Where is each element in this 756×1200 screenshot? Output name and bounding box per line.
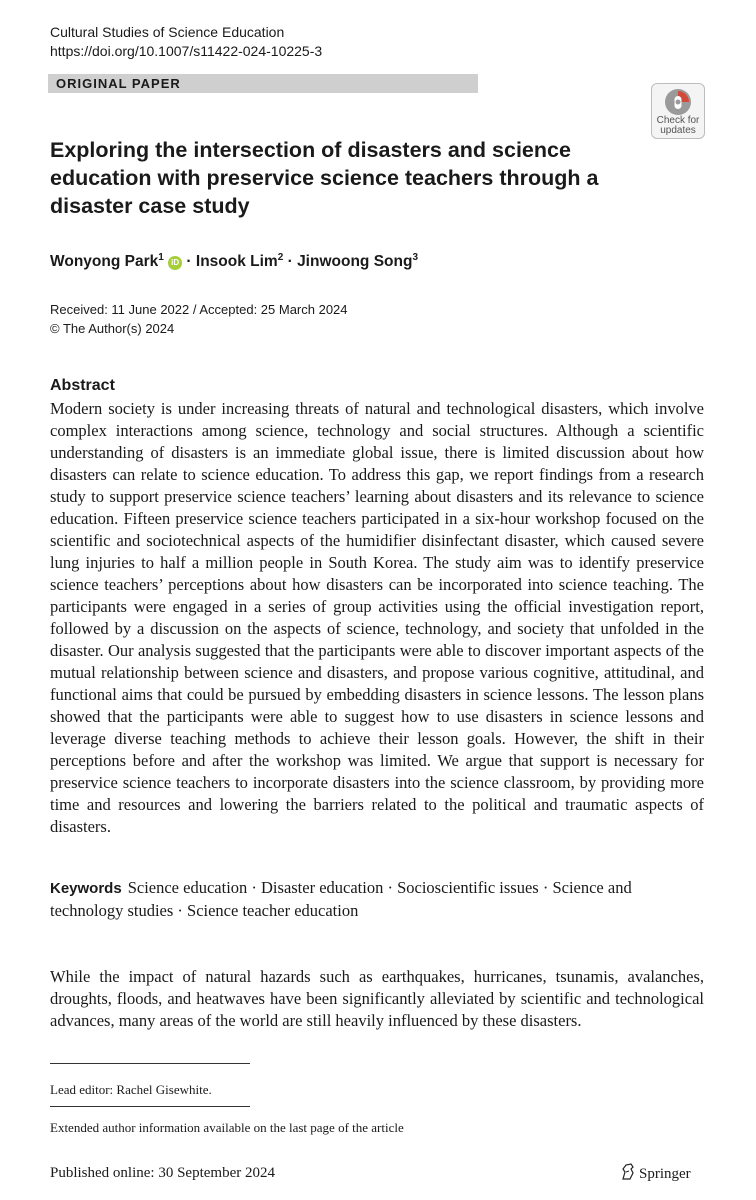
published-online-date: Published online: 30 September 2024 <box>50 1165 275 1181</box>
author-separator: · <box>287 253 298 271</box>
footnote-divider <box>50 1106 250 1107</box>
abstract-text: Modern society is under increasing threats of natural and technological disasters, which involve complex interactions among science, technology and social structures. Although a scientific understanding of disasters is an immediate global issue, there is limited discussion about how disasters can relate to science education. To address this gap, we report findings from a research study to support preservice science teachers’ learning about disasters and its relevance to science education. Fifteen preservice science teachers participated in a six-hour workshop focused on the scientific and sociotechnical aspects of the humidifier disinfectant disaster, which caused severe lung injuries to half a million people in South Korea. The study aim was to identify preservice science teachers’ perceptions about how disasters can be incorporated into science teaching. The participants were engaged in a series of group activities using the official investigation report, followed by a discussion on the aspects of science, technology, and society that unfolded in the disaster. Our analysis suggested that the participants were able to discover important aspects of the mutual relationship between science and disasters, and propose various cognitive, attitudinal, and functional aims that could be pursued by embedding disasters in science lessons. The lesson plans showed that the participants were able to suggest how to use disasters in science lessons and leverage diverse teaching methods to achieve their lesson goals. However, the shift in their perceptions before and after the workshop was limited. We argue that support is necessary for preservice science teachers to incorporate disasters into the science classroom, by providing more time and resources and lowering the barriers related to the political and traumatic aspects of disasters. <box>50 399 704 836</box>
check-updates-icon <box>664 88 692 116</box>
lead-editor-note: Lead editor: Rachel Gisewhite. <box>50 1082 212 1097</box>
springer-horse-icon <box>620 1163 636 1181</box>
author-affiliation: 1 <box>158 252 164 263</box>
check-for-updates-badge[interactable] <box>651 83 705 139</box>
publisher-name: Springer <box>639 1166 691 1182</box>
journal-name: Cultural Studies of Science Education <box>50 24 285 40</box>
keywords-text: Science education · Disaster education · Socioscientific issues · Science and technology studies · Science teacher education <box>50 878 632 920</box>
keywords-label: Keywords <box>50 880 122 897</box>
author-affiliation: 3 <box>412 252 418 263</box>
check-updates-line2: updates <box>660 125 696 136</box>
paper-title: Exploring the intersection of disasters and science education with preservice science teachers through a disaster case study <box>50 138 599 218</box>
received-accepted-dates: Received: 11 June 2022 / Accepted: 25 March 2024 <box>50 302 348 317</box>
keywords <box>50 877 690 922</box>
orcid-icon[interactable]: iD <box>168 256 182 270</box>
author-name[interactable]: Insook Lim <box>195 253 278 271</box>
abstract-heading: Abstract <box>50 377 115 394</box>
author-name[interactable]: Wonyong Park <box>50 253 159 271</box>
footnote-divider <box>50 1063 250 1064</box>
author-list <box>50 252 418 271</box>
check-updates-line1: Check for <box>656 115 700 126</box>
intro-paragraph: While the impact of natural hazards such as earthquakes, hurricanes, tsunamis, avalanches, droughts, floods, and heatwaves have been significantly alleviated by scientific and technological advances, many areas of the world are still heavily influenced by these disasters. <box>50 967 704 1030</box>
paper-type-label: ORIGINAL PAPER <box>56 76 181 91</box>
copyright-notice: © The Author(s) 2024 <box>50 321 175 336</box>
doi-link[interactable]: https://doi.org/10.1007/s11422-024-10225-3 <box>50 43 323 59</box>
author-name[interactable]: Jinwoong Song <box>297 253 413 271</box>
author-info-note: Extended author information available on the last page of the article <box>50 1120 404 1135</box>
author-affiliation: 2 <box>277 252 284 263</box>
author-separator: · <box>186 253 196 271</box>
publisher-logo <box>620 1163 691 1183</box>
